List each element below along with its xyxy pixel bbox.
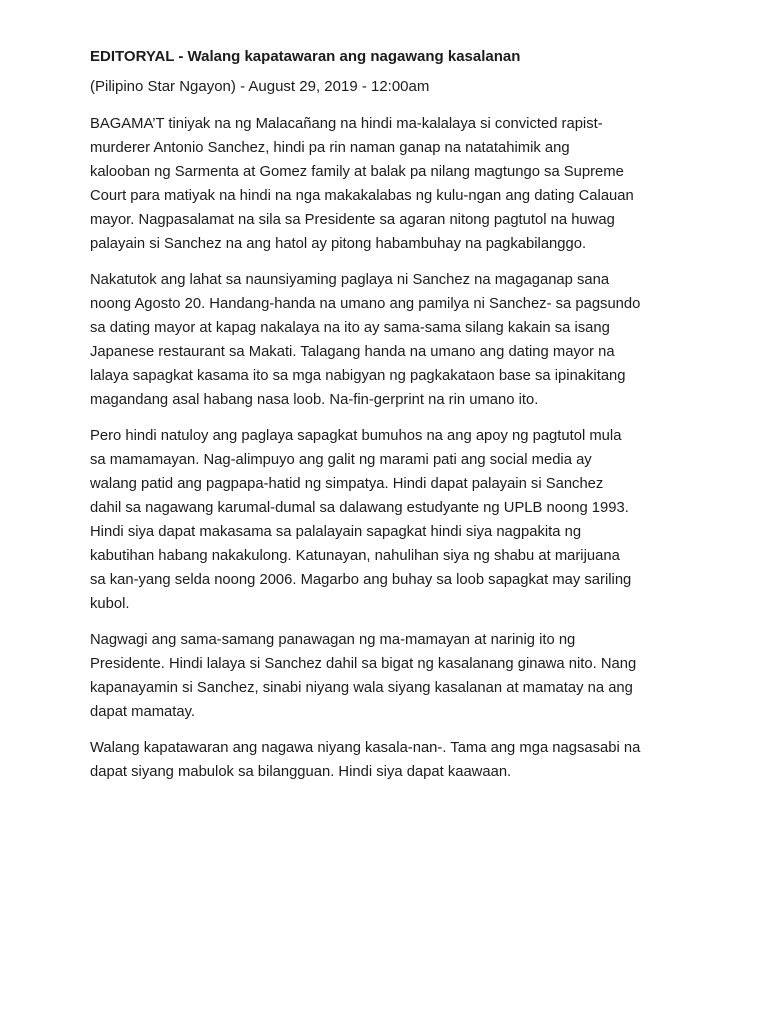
text-line: lalaya sapagkat kasama ito sa mga nabigyan ng pagkakataon base sa ipinakitang — [90, 368, 626, 384]
text-line: kalooban ng Sarmenta at Gomez family at balak pa nilang magtungo sa Supreme — [90, 164, 624, 180]
paragraph-4 — [90, 628, 690, 724]
text-line: dapat siyang mabulok sa bilangguan. Hindi siya dapat kaawaan. — [90, 764, 512, 780]
text-line: walang patid ang pagpapa-hatid ng simpatya. Hindi dapat palayain si Sanchez — [90, 476, 604, 492]
document-page — [90, 44, 690, 796]
text-line: kubol. — [90, 596, 130, 612]
text-line: Presidente. Hindi lalaya si Sanchez dahil sa bigat ng kasalanang ginawa nito. Nang — [90, 656, 637, 672]
paragraph-2 — [90, 268, 690, 412]
text-line: sa kan-yang selda noong 2006. Magarbo ang buhay sa loob sapagkat may sariling — [90, 572, 632, 588]
text-line: kabutihan habang nakakulong. Katunayan, nahulihan siya ng shabu at marijuana — [90, 548, 620, 564]
paragraph-5 — [90, 736, 690, 784]
text-line: Japanese restaurant sa Makati. Talagang handa na umano ang dating mayor na — [90, 344, 615, 360]
text-line: dapat mamatay. — [90, 704, 196, 720]
text-line: Pero hindi natuloy ang paglaya sapagkat bumuhos na ang apoy ng pagtutol mula — [90, 428, 622, 444]
text-line: palayain si Sanchez na ang hatol ay pitong habambuhay na pagkabilanggo. — [90, 236, 587, 252]
text-line: Court para matiyak na hindi na nga makakalabas ng kulu-ngan ang dating Calauan — [90, 188, 634, 204]
text-line: Nagwagi ang sama-samang panawagan ng ma-mamayan at narinig ito ng — [90, 632, 576, 648]
text-line: magandang asal habang nasa loob. Na-fin-gerprint na rin umano ito. — [90, 392, 539, 408]
text-line: Hindi siya dapat makasama sa palalayain sapagkat hindi siya nagpakita ng — [90, 524, 582, 540]
text-line: sa dating mayor at kapag nakalaya na ito ay sama-sama silang kakain sa isang — [90, 320, 610, 336]
text-line: dahil sa nagawang karumal-dumal sa dalawang estudyante ng UPLB noong 1993. — [90, 500, 629, 516]
text-line: Nakatutok ang lahat sa naunsiyaming paglaya ni Sanchez na magaganap sana — [90, 272, 610, 288]
text-line: Walang kapatawaran ang nagawa niyang kasala-nan-. Tama ang mga nagsasabi na — [90, 740, 641, 756]
paragraph-3 — [90, 424, 690, 616]
text-line: BAGAMA’T tiniyak na ng Malacañang na hindi ma-kalalaya si convicted rapist- — [90, 116, 603, 132]
text-line: noong Agosto 20. Handang-handa na umano ang pamilya ni Sanchez- sa pagsundo — [90, 296, 641, 312]
paragraph-1 — [90, 112, 690, 256]
text-line: mayor. Nagpasalamat na sila sa Presidente sa agaran nitong pagtutol na huwag — [90, 212, 615, 228]
text-line: sa mamamayan. Nag-alimpuyo ang galit ng marami pati ang social media ay — [90, 452, 592, 468]
text-line: murderer Antonio Sanchez, hindi pa rin naman ganap na natatahimik ang — [90, 140, 570, 156]
article-byline: (Pilipino Star Ngayon) - August 29, 2019 - 12:00am — [90, 78, 430, 95]
text-line: kapanayamin si Sanchez, sinabi niyang wala siyang kasalanan at mamatay na ang — [90, 680, 633, 696]
article-title: EDITORYAL - Walang kapatawaran ang nagawang kasalanan — [90, 48, 521, 65]
